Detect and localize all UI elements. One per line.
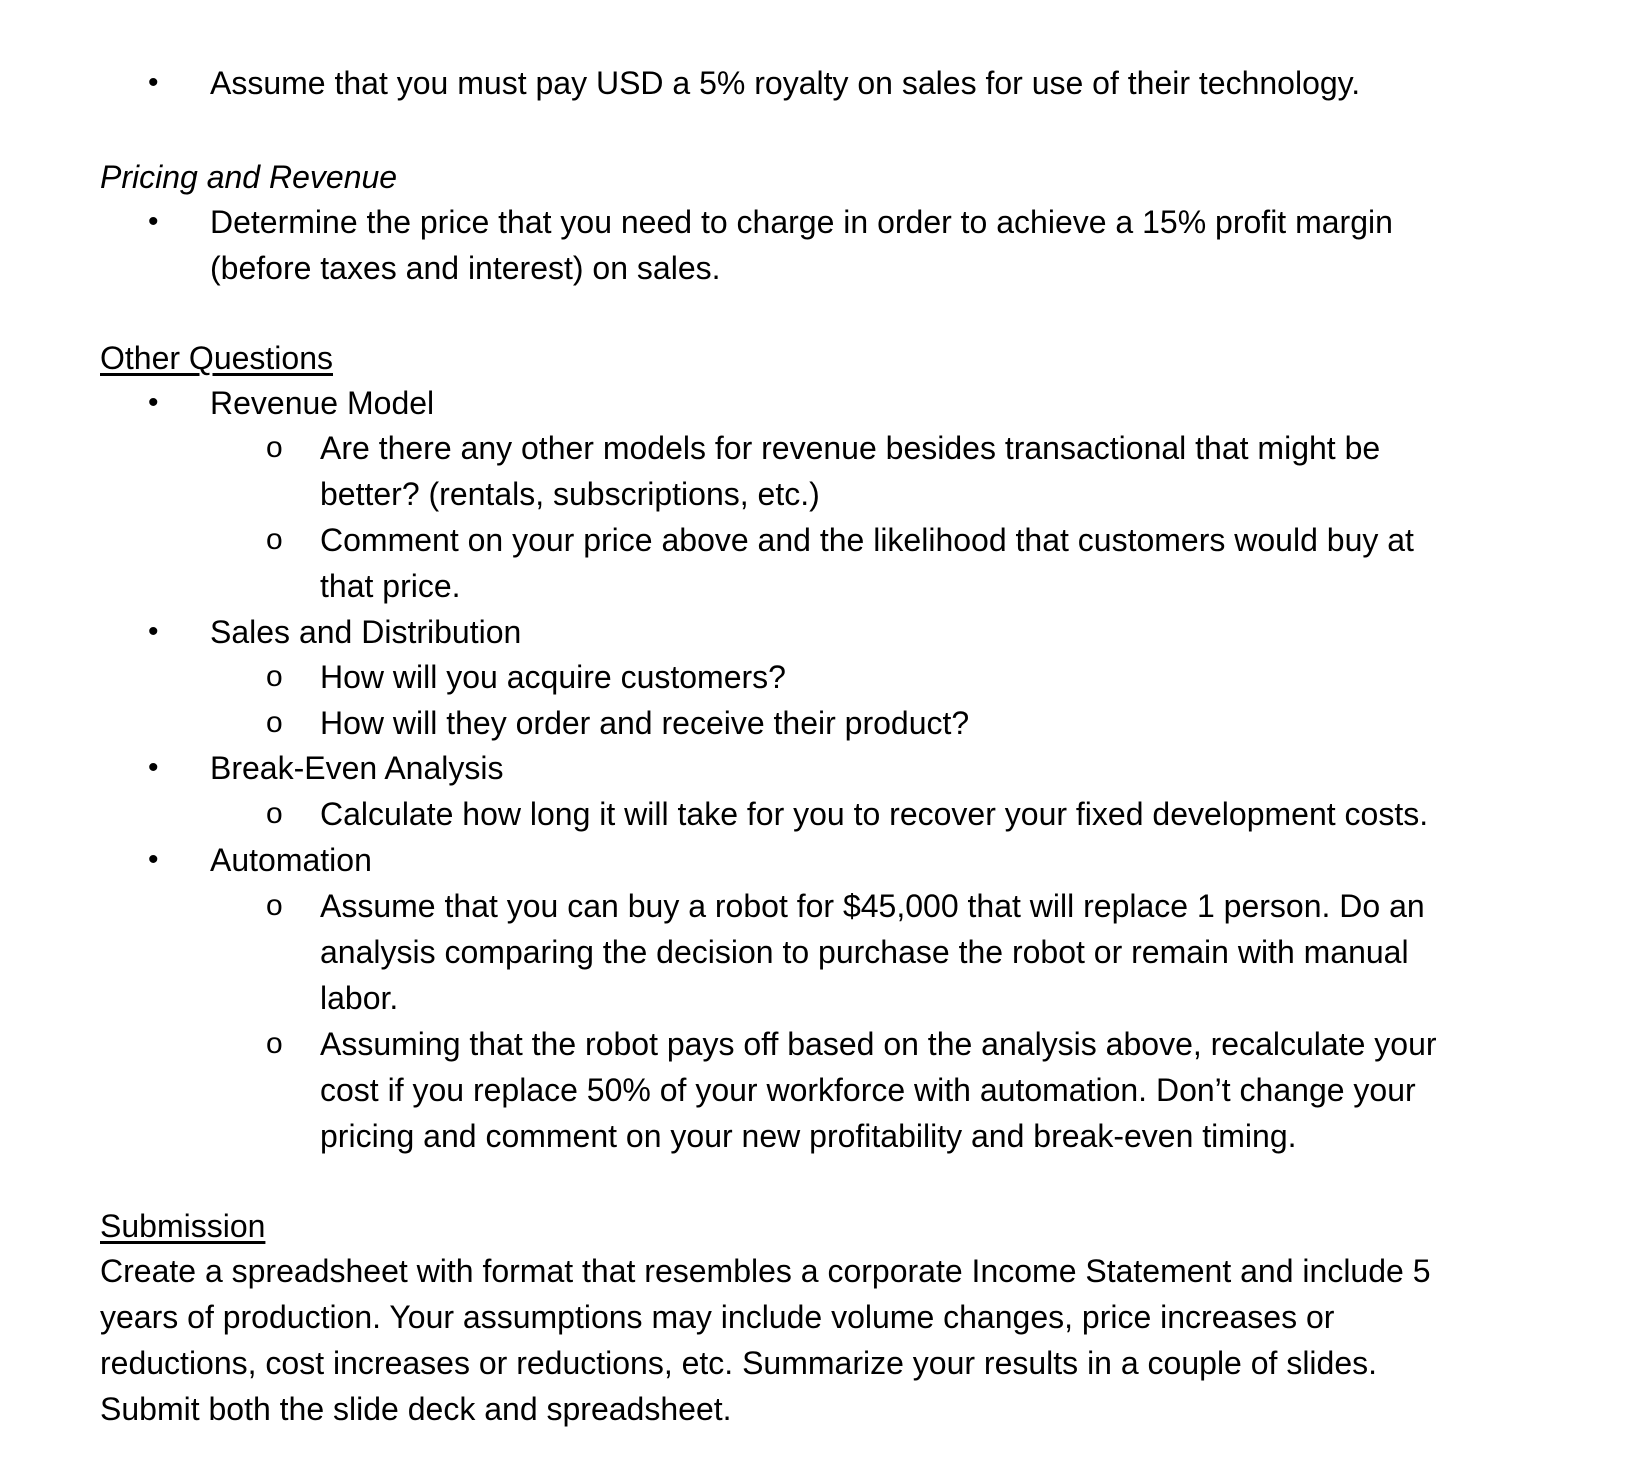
sales-distribution-label: Sales and Distribution: [210, 614, 522, 650]
subitem-line: analysis comparing the decision to purchase the robot or remain with manual: [320, 934, 1409, 970]
subitem-line: cost if you replace 50% of your workforce with automation. Don’t change your: [320, 1072, 1416, 1108]
sub-bullet-icon: o: [266, 797, 283, 830]
subitem-line: Are there any other models for revenue besides transactional that might be: [320, 430, 1381, 466]
bullet-icon: •: [148, 205, 159, 238]
subitem-line: Comment on your price above and the likelihood that customers would buy at: [320, 522, 1414, 558]
sales-subitem-2: How will they order and receive their product?: [320, 705, 970, 741]
other-questions-heading: Other Questions: [100, 340, 333, 376]
submission-paragraph: [100, 1248, 1431, 1432]
bullet-icon: •: [148, 386, 159, 419]
bullet-icon: •: [148, 751, 159, 784]
sub-bullet-icon: o: [266, 889, 283, 922]
pricing-bullet-line: Determine the price that you need to charge in order to achieve a 15% profit margin: [210, 204, 1393, 240]
submission-line: years of production. Your assumptions may include volume changes, price increases or: [100, 1299, 1335, 1335]
revenue-model-label: Revenue Model: [210, 385, 435, 421]
automation-subitem-1: [320, 883, 1425, 1021]
pricing-bullet-text: [210, 199, 1393, 291]
pricing-heading: Pricing and Revenue: [100, 159, 398, 195]
sub-bullet-icon: o: [266, 1027, 283, 1060]
submission-line: reductions, cost increases or reductions, etc. Summarize your results in a couple of slides.: [100, 1345, 1378, 1381]
automation-subitem-2: [320, 1021, 1437, 1159]
submission-line: Create a spreadsheet with format that resembles a corporate Income Statement and include 5: [100, 1253, 1431, 1289]
submission-heading: Submission: [100, 1208, 266, 1244]
bullet-icon: •: [148, 615, 159, 648]
pricing-bullet-line: (before taxes and interest) on sales.: [210, 250, 721, 286]
sub-bullet-icon: o: [266, 660, 283, 693]
break-even-subitem-1: Calculate how long it will take for you to recover your fixed development costs.: [320, 796, 1429, 832]
sub-bullet-icon: o: [266, 431, 283, 464]
submission-line: Submit both the slide deck and spreadsheet.: [100, 1391, 732, 1427]
break-even-label: Break-Even Analysis: [210, 750, 504, 786]
revenue-subitem-1: [320, 425, 1380, 517]
subitem-line: pricing and comment on your new profitability and break-even timing.: [320, 1118, 1297, 1154]
royalty-bullet-text: Assume that you must pay USD a 5% royalty on sales for use of their technology.: [210, 65, 1361, 101]
subitem-line: labor.: [320, 980, 399, 1016]
subitem-line: Assume that you can buy a robot for $45,000 that will replace 1 person. Do an: [320, 888, 1425, 924]
sales-subitem-1: How will you acquire customers?: [320, 659, 786, 695]
subitem-line: Assuming that the robot pays off based on the analysis above, recalculate your: [320, 1026, 1437, 1062]
sub-bullet-icon: o: [266, 706, 283, 739]
subitem-line: better? (rentals, subscriptions, etc.): [320, 476, 820, 512]
bullet-icon: •: [148, 66, 159, 99]
revenue-subitem-2: [320, 517, 1414, 609]
sub-bullet-icon: o: [266, 523, 283, 556]
automation-label: Automation: [210, 842, 372, 878]
subitem-line: that price.: [320, 568, 461, 604]
bullet-icon: •: [148, 843, 159, 876]
